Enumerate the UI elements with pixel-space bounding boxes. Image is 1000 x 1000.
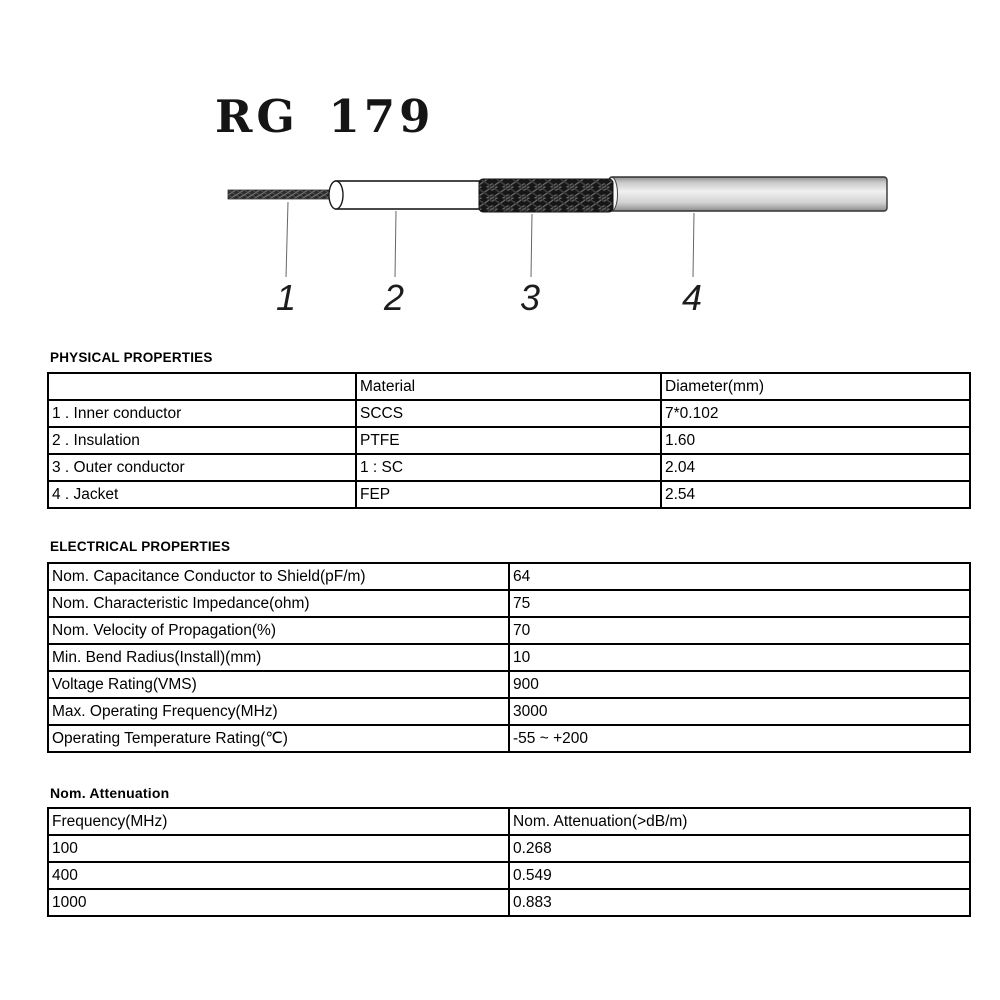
attenuation-table bbox=[47, 807, 971, 917]
header-cell-diameter: Diameter(mm) bbox=[661, 373, 970, 400]
cell-value: 3000 bbox=[509, 698, 970, 725]
cell-frequency: 1000 bbox=[48, 889, 509, 916]
cell-material: FEP bbox=[356, 481, 661, 508]
cell-diameter: 2.04 bbox=[661, 454, 970, 481]
electrical-properties-heading: ELECTRICAL PROPERTIES bbox=[50, 539, 231, 554]
physical-properties-table bbox=[47, 372, 971, 509]
callout-3: 3 bbox=[519, 277, 541, 315]
cell-material: SCCS bbox=[356, 400, 661, 427]
callout-2: 2 bbox=[383, 277, 405, 315]
table-row bbox=[48, 427, 970, 454]
table-row bbox=[48, 644, 970, 671]
cell-property: Nom. Capacitance Conductor to Shield(pF/m) bbox=[48, 563, 509, 590]
cell-item: 2 . Insulation bbox=[48, 427, 356, 454]
cell-property: Max. Operating Frequency(MHz) bbox=[48, 698, 509, 725]
cell-property: Operating Temperature Rating(℃) bbox=[48, 725, 509, 752]
table-row bbox=[48, 835, 970, 862]
header-cell-blank bbox=[48, 373, 356, 400]
cell-value: 0.268 bbox=[509, 835, 970, 862]
cell-material: 1 : SC bbox=[356, 454, 661, 481]
physical-properties-heading: PHYSICAL PROPERTIES bbox=[50, 350, 213, 365]
table-row bbox=[48, 725, 970, 752]
table-header-row bbox=[48, 808, 970, 835]
cell-value: 64 bbox=[509, 563, 970, 590]
cell-value: -55 ~ +200 bbox=[509, 725, 970, 752]
cell-diameter: 7*0.102 bbox=[661, 400, 970, 427]
cell-frequency: 400 bbox=[48, 862, 509, 889]
cell-value: 0.883 bbox=[509, 889, 970, 916]
product-title: RG 179 bbox=[215, 90, 435, 143]
table-row bbox=[48, 671, 970, 698]
cell-value: 70 bbox=[509, 617, 970, 644]
callout-1: 1 bbox=[275, 277, 297, 315]
callout-4: 4 bbox=[681, 277, 703, 315]
cell-item: 1 . Inner conductor bbox=[48, 400, 356, 427]
attenuation-heading: Nom. Attenuation bbox=[50, 785, 170, 801]
table-row bbox=[48, 563, 970, 590]
callout-numbers bbox=[276, 277, 702, 315]
table-row bbox=[48, 862, 970, 889]
cell-value: 75 bbox=[509, 590, 970, 617]
cable-diagram bbox=[220, 165, 900, 315]
cell-value: 10 bbox=[509, 644, 970, 671]
header-cell-frequency: Frequency(MHz) bbox=[48, 808, 509, 835]
cell-value: 900 bbox=[509, 671, 970, 698]
cell-item: 4 . Jacket bbox=[48, 481, 356, 508]
table-row bbox=[48, 698, 970, 725]
cell-material: PTFE bbox=[356, 427, 661, 454]
table-row bbox=[48, 889, 970, 916]
cell-property: Voltage Rating(VMS) bbox=[48, 671, 509, 698]
cell-value: 0.549 bbox=[509, 862, 970, 889]
table-row bbox=[48, 454, 970, 481]
header-cell-material: Material bbox=[356, 373, 661, 400]
header-cell-attenuation: Nom. Attenuation(>dB/m) bbox=[509, 808, 970, 835]
cell-property: Min. Bend Radius(Install)(mm) bbox=[48, 644, 509, 671]
electrical-properties-table bbox=[47, 562, 971, 753]
cell-diameter: 2.54 bbox=[661, 481, 970, 508]
cell-frequency: 100 bbox=[48, 835, 509, 862]
table-row bbox=[48, 590, 970, 617]
callout-leader-lines bbox=[286, 202, 694, 277]
cable-diagram-svg bbox=[220, 165, 900, 315]
cell-property: Nom. Velocity of Propagation(%) bbox=[48, 617, 509, 644]
jacket-segment bbox=[607, 177, 888, 211]
cell-item: 3 . Outer conductor bbox=[48, 454, 356, 481]
table-row bbox=[48, 617, 970, 644]
table-header-row bbox=[48, 373, 970, 400]
cell-diameter: 1.60 bbox=[661, 427, 970, 454]
cell-property: Nom. Characteristic Impedance(ohm) bbox=[48, 590, 509, 617]
insulation-segment bbox=[329, 181, 486, 209]
inner-conductor-segment bbox=[228, 190, 340, 199]
table-row bbox=[48, 481, 970, 508]
outer-conductor-segment bbox=[479, 179, 613, 212]
table-row bbox=[48, 400, 970, 427]
